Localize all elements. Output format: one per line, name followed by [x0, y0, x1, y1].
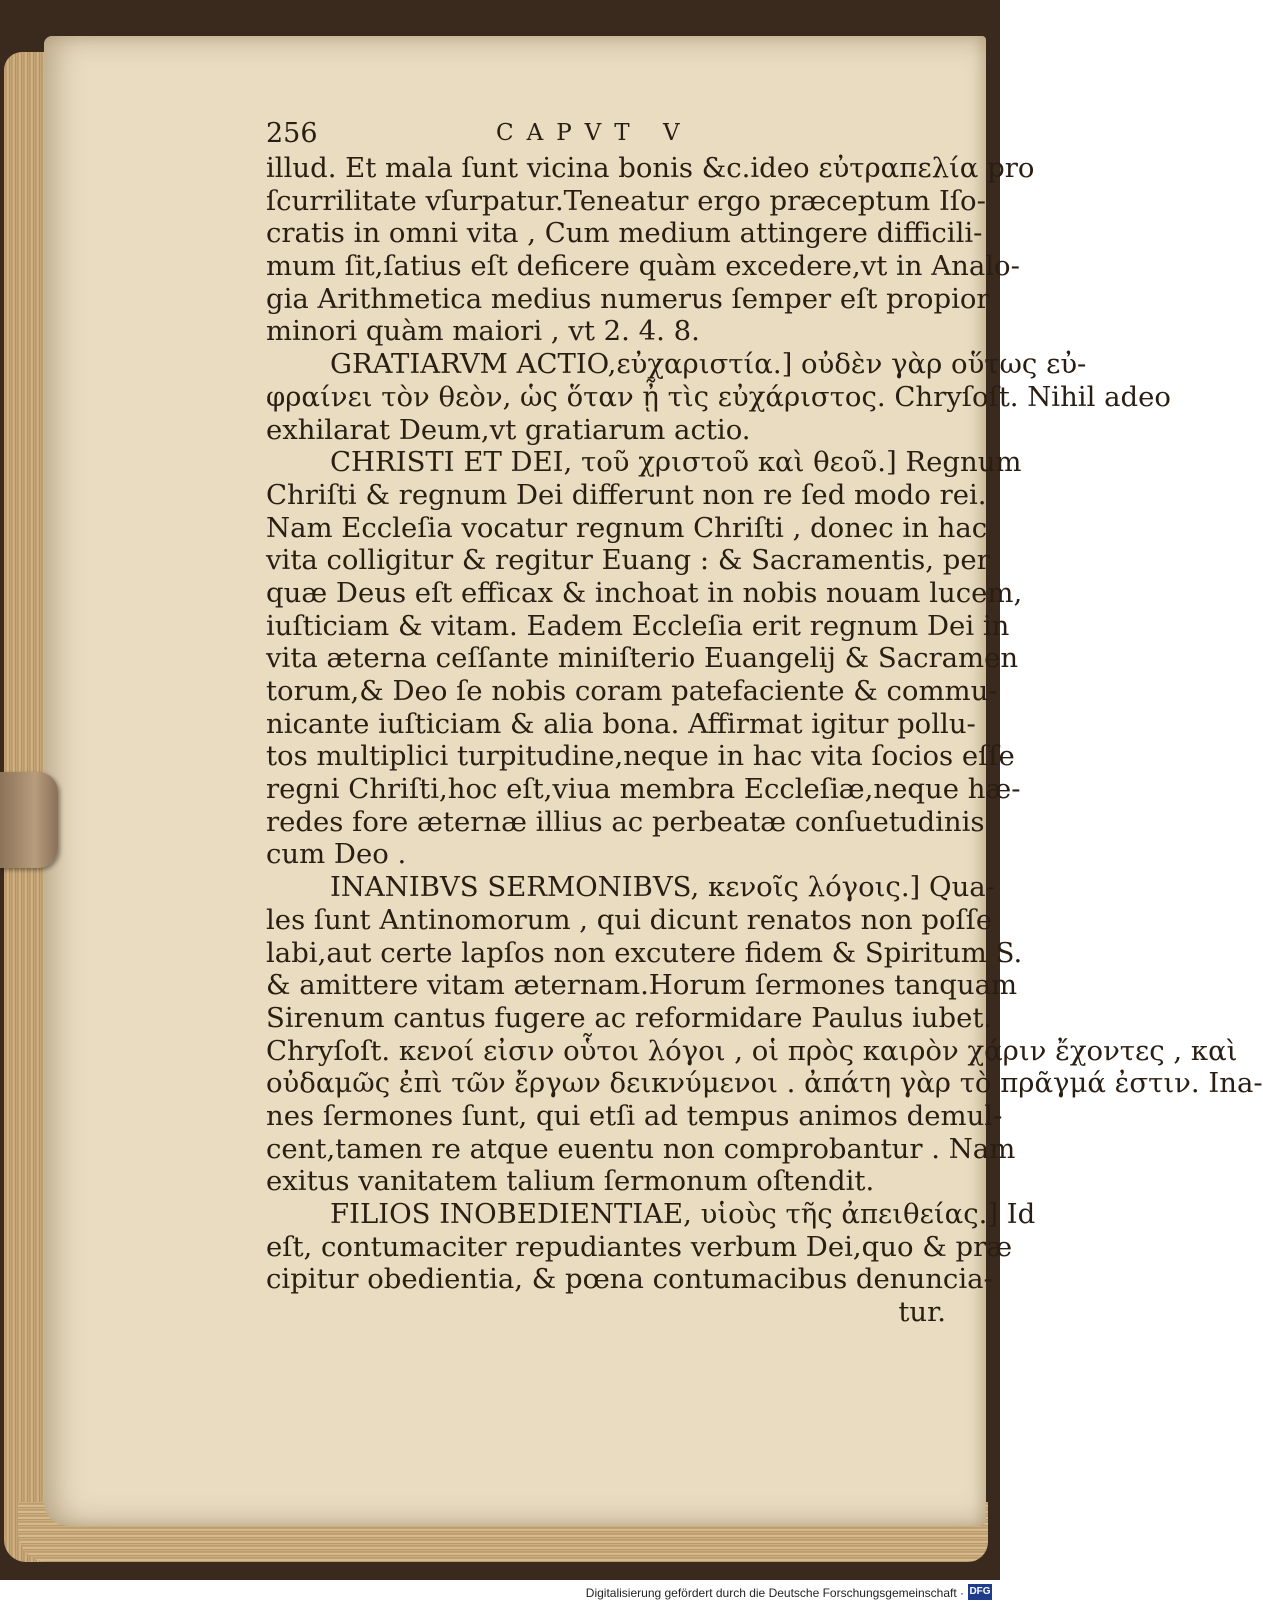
text-line: Sirenum cantus fugere ac reformidare Paulus iubet.: [266, 1001, 993, 1034]
text-line: iuſticiam & vitam. Eadem Eccleſia erit regnum Dei in: [266, 609, 1010, 642]
footer-credit: Digitalisierung gefördert durch die Deutsche Forschungsgemeinschaft ·: [585, 1586, 964, 1600]
text-line: Chryſoſt. κενοί εἰσιν οὗτοι λόγοι , οἱ πρὸς καιρὸν χάριν ἔχοντες , καὶ: [266, 1034, 1238, 1067]
text-line: cent,tamen re atque euentu non comprobantur . Nam: [266, 1132, 1016, 1165]
page-number: 256: [266, 118, 318, 149]
text-line: regni Chriſti,hoc eſt,viua membra Eccleſiæ,neque hæ-: [266, 773, 1021, 806]
text-line: vita colligitur & regitur Euang : & Sacramentis, per: [266, 544, 990, 577]
text-line: οὐδαμῶς ἐπὶ τῶν ἔργων δεικνύμενοι . ἀπάτη γὰρ τὸ πρᾶγμά ἐστιν. Ina-: [266, 1067, 1263, 1100]
text-line: exitus vanitatem talium ſermonum oſtendit.: [266, 1165, 875, 1198]
text-line: redes fore æternæ illius ac perbeatæ conſuetudinis: [266, 805, 985, 838]
text-line: tur.: [898, 1296, 946, 1329]
text-line: illud. Et mala ſunt vicina bonis &c.ideo εὐτραπελία pro: [266, 152, 1035, 184]
dfg-logo-icon: DFG: [968, 1584, 992, 1600]
text-line: mum ſit,ſatius eſt deficere quàm excedere,vt in Analo-: [266, 250, 1020, 283]
text-line: cum Deo .: [266, 838, 407, 871]
text-line: nicante iuſticiam & alia bona. Affirmat igitur pollu-: [266, 707, 976, 740]
text-line: gia Arithmetica medius numerus ſemper eſt propior: [266, 282, 990, 315]
text-line: quæ Deus eſt efficax & inchoat in nobis nouam lucem,: [266, 576, 1023, 609]
page-header: [266, 118, 946, 152]
text-line: Chriſti & regnum Dei differunt non re ſed modo rei.: [266, 478, 987, 511]
text-line: torum,& Deo ſe nobis coram patefaciente & commu-: [266, 675, 998, 707]
text-line: INANIBVS SERMONIBVS, κενοῖς λόγοις.] Qua-: [330, 871, 995, 904]
text-line: nes ſermones ſunt, qui etſi ad tempus animos demul-: [266, 1099, 1003, 1132]
text-line: cipitur obedientia, & pœna contumacibus denuncia-: [266, 1263, 993, 1296]
text-line: cratis in omni vita , Cum medium attingere difficili-: [266, 217, 983, 250]
text-line: & amittere vitam æternam.Horum ſermones tanquam: [266, 969, 1018, 1002]
text-line: ſcurrilitate vſurpatur.Teneatur ergo præceptum Iſo-: [266, 184, 986, 217]
text-line: minori quàm maiori , vt 2. 4. 8.: [266, 315, 700, 348]
page-text-block: [266, 118, 1263, 1329]
text-line: CHRISTI ET DEI, τοῦ χριστοῦ καὶ θεοῦ.] Regnum: [330, 446, 1022, 479]
text-line: exhilarat Deum,vt gratiarum actio.: [266, 413, 751, 446]
text-line: φραίνει τὸν θεὸν, ὡς ὅταν ᾖ τὶς εὐχάριστος. Chryſoſt. Nihil adeo: [266, 380, 1171, 413]
text-lines: [266, 152, 1263, 1329]
text-line: GRATIARVM ACTIO,εὐχαριστία.] οὐδὲν γὰρ οὕτως εὐ-: [330, 348, 1087, 381]
footer-bar: [0, 1580, 1000, 1607]
text-line: vita æterna ceſſante miniſterio Euangelij & Sacramen: [266, 642, 1019, 675]
text-line: labi,aut certe lapſos non excutere fidem & Spiritum S.: [266, 936, 1023, 969]
text-line: eſt, contumaciter repudiantes verbum Dei,quo & præ: [266, 1230, 1013, 1263]
text-line: Nam Eccleſia vocatur regnum Chriſti , donec in hac: [266, 511, 988, 544]
text-line: les ſunt Antinomorum , qui dicunt renatos non poſſe: [266, 903, 993, 936]
text-line: FILIOS INOBEDIENTIAE, υἱοὺς τῆς ἀπειθείας.] Id: [330, 1198, 1036, 1230]
running-head: CAPVT V: [496, 120, 693, 146]
clasp-icon: [0, 772, 58, 868]
text-line: tos multiplici turpitudine,neque in hac vita ſocios eſſe: [266, 740, 1015, 773]
